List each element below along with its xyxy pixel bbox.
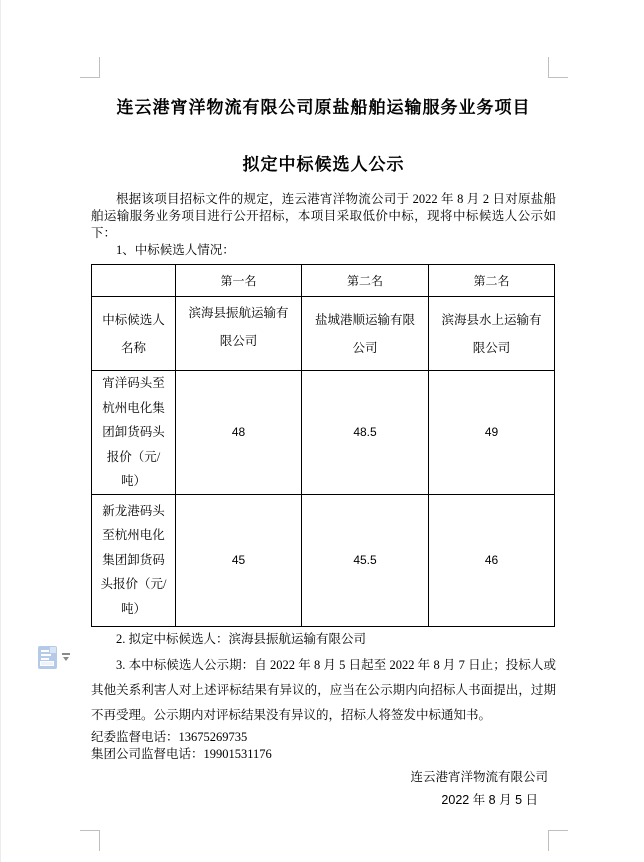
price-value-cell: 45 xyxy=(176,494,302,626)
table-row xyxy=(92,371,555,495)
rank-header-cell: 第二名 xyxy=(302,265,429,297)
text-boundary-mark-top-left xyxy=(80,57,100,78)
text-boundary-mark-bottom-right xyxy=(548,830,568,851)
signature-date: 2022 年 8 月 5 日 xyxy=(441,792,538,807)
candidates-table xyxy=(91,264,555,627)
row-label-cell: 中标候选人名称 xyxy=(92,297,176,371)
candidate-name-cell: 滨海县水上运输有限公司 xyxy=(429,297,555,371)
rank-header-cell: 第一名 xyxy=(176,265,302,297)
text-boundary-mark-bottom-left xyxy=(80,830,100,851)
document-content xyxy=(91,97,556,809)
corner-cell xyxy=(92,265,176,297)
signature-company: 连云港宵洋物流有限公司 xyxy=(410,769,548,784)
row-label-cell: 宵洋码头至杭州电化集团卸货码头报价（元/吨） xyxy=(92,371,176,495)
candidate-name-cell: 滨海县振航运输有限公司 xyxy=(176,297,302,371)
group-phone-line: 集团公司监督电话：19901531176 xyxy=(91,747,272,761)
page-fold-corner xyxy=(50,647,56,653)
table-row xyxy=(92,297,555,371)
price-value-cell: 46 xyxy=(429,494,555,626)
intro-paragraph: 根据该项目招标文件的规定，连云港宵洋物流公司于 2022 年 8 月 2 日对原盐船舶运输服务业务项目进行公开招标，本项目采取低价中标，现将中标候选人公示如下： xyxy=(91,192,556,240)
document-subtitle: 拟定中标候选人公示 xyxy=(242,155,405,174)
price-value-cell: 48 xyxy=(176,371,302,495)
discipline-phone-line: 纪委监督电话：13675269735 xyxy=(91,729,248,744)
dropdown-arrow-icon[interactable] xyxy=(62,653,70,661)
publicity-period-paragraph: 3. 本中标候选人公示期：自 2022 年 8 月 5 日起至 2022 年 8 月 7 日止；投标人或其他关系利害人对上述评标结果有异议的，应当在公示期内向招标人书面提出，过期不再受理。公示期内对评标结果没有异议的，招标人将签发中标通知书。 xyxy=(91,657,556,722)
price-value-cell: 48.5 xyxy=(302,371,429,495)
rank-header-cell: 第二名 xyxy=(429,265,555,297)
document-title: 连云港宵洋物流有限公司原盐船舶运输服务业务项目 xyxy=(116,98,531,117)
proposed-winner-line: 2. 拟定中标候选人：滨海县振航运输有限公司 xyxy=(116,631,367,646)
icon-line xyxy=(41,658,49,660)
candidate-name-cell: 盐城港顺运输有限公司 xyxy=(302,297,429,371)
price-value-cell: 45.5 xyxy=(302,494,429,626)
price-value-cell: 49 xyxy=(429,371,555,495)
row-label-cell: 新龙港码头至杭州电化集团卸货码头报价（元/吨） xyxy=(92,494,176,626)
icon-line xyxy=(41,654,51,656)
table-row xyxy=(92,494,555,626)
candidates-table-body xyxy=(92,265,555,627)
item-1-heading: 1、中标候选人情况： xyxy=(116,243,235,257)
icon-band xyxy=(40,661,54,666)
table-header-row xyxy=(92,265,555,297)
paste-options-icon[interactable] xyxy=(38,646,57,669)
icon-line xyxy=(41,650,49,652)
text-boundary-mark-top-right xyxy=(548,57,568,78)
